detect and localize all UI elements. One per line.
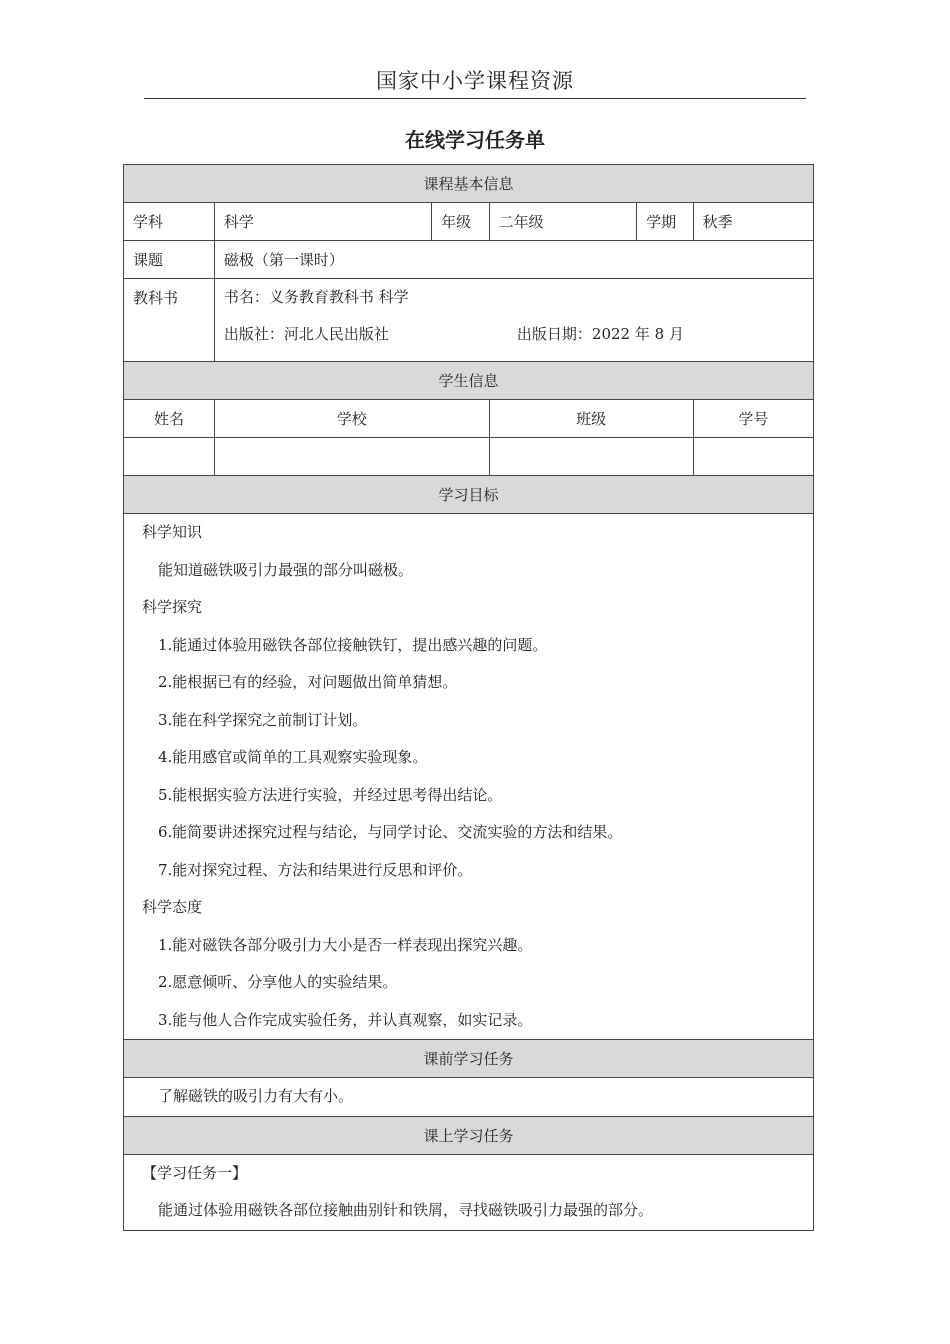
textbook-info — [214, 279, 813, 362]
section-in-class-tasks — [124, 1116, 814, 1154]
student-input-row — [124, 438, 814, 476]
attitude-item: 1.能对磁铁各部分吸引力大小是否一样表现出探究兴趣。 — [158, 935, 533, 954]
class-field[interactable] — [489, 438, 693, 476]
section-title: 课前学习任务 — [124, 1040, 814, 1078]
pre-class-row — [124, 1078, 814, 1117]
subject-value: 科学 — [214, 203, 431, 241]
attitude-heading: 科学态度 — [142, 898, 203, 916]
page-header: 国家中小学课程资源 — [376, 69, 574, 93]
section-pre-class-tasks — [124, 1040, 814, 1078]
task1-text: 能通过体验用磁铁各部位接触曲别针和铁屑，寻找磁铁吸引力最强的部分。 — [158, 1201, 654, 1219]
inquiry-item: 3.能在科学探究之前制订计划。 — [158, 710, 368, 729]
class-column-header: 班级 — [489, 400, 693, 438]
page-title: 在线学习任务单 — [405, 128, 545, 152]
goals-content-row — [124, 514, 814, 1040]
basic-info-row — [124, 203, 814, 241]
inquiry-item: 5.能根据实验方法进行实验，并经过思考得出结论。 — [158, 785, 503, 804]
knowledge-heading: 科学知识 — [142, 523, 203, 541]
section-title: 学习目标 — [124, 476, 814, 514]
inquiry-item: 2.能根据已有的经验，对问题做出简单猜想。 — [158, 673, 458, 691]
grade-label: 年级 — [432, 203, 490, 241]
school-field[interactable] — [214, 438, 489, 476]
name-column-header: 姓名 — [124, 400, 215, 438]
section-title: 学生信息 — [124, 362, 814, 400]
textbook-row — [124, 279, 814, 362]
attitude-item: 3.能与他人合作完成实验任务，并认真观察，如实记录。 — [158, 1010, 533, 1029]
term-value: 秋季 — [693, 203, 813, 241]
school-column-header: 学校 — [214, 400, 489, 438]
publisher-line — [224, 316, 804, 353]
publisher: 出版社：河北人民出版社 — [223, 325, 389, 343]
name-field[interactable] — [124, 438, 215, 476]
subject-label: 学科 — [124, 203, 215, 241]
inquiry-item: 1.能通过体验用磁铁各部位接触铁钉，提出感兴趣的问题。 — [158, 635, 548, 654]
topic-label: 课题 — [124, 241, 215, 279]
section-title: 课上学习任务 — [124, 1116, 814, 1154]
inquiry-item: 4.能用感官或简单的工具观察实验现象。 — [158, 748, 428, 766]
textbook-label: 教科书 — [124, 279, 215, 362]
book-name: 书名：义务教育教科书 科学 — [223, 288, 409, 306]
publication-date: 出版日期：2022 年 8 月 — [516, 325, 684, 343]
topic-row — [124, 241, 814, 279]
section-student-info — [124, 362, 814, 400]
section-basic-info — [124, 165, 814, 203]
in-class-row — [124, 1154, 814, 1230]
pre-class-task: 了解磁铁的吸引力有大有小。 — [158, 1087, 354, 1105]
goals-content — [124, 514, 814, 1040]
knowledge-item: 能知道磁铁吸引力最强的部分叫磁极。 — [158, 560, 414, 579]
student-id-column-header: 学号 — [693, 400, 813, 438]
inquiry-item: 6.能简要讲述探究过程与结论，与同学讨论、交流实验的方法和结果。 — [158, 823, 623, 841]
task-sheet-table — [123, 164, 814, 1231]
inquiry-item: 7.能对探究过程、方法和结果进行反思和评价。 — [158, 860, 473, 879]
grade-value: 二年级 — [489, 203, 636, 241]
header-rule — [144, 98, 806, 99]
topic-value: 磁极（第一课时） — [214, 241, 813, 279]
pre-class-content — [124, 1078, 814, 1117]
term-label: 学期 — [637, 203, 694, 241]
section-learning-goals — [124, 476, 814, 514]
section-title: 课程基本信息 — [124, 165, 814, 203]
student-header-row — [124, 400, 814, 438]
in-class-content — [124, 1154, 814, 1230]
task1-heading: 【学习任务一】 — [142, 1163, 248, 1182]
student-id-field[interactable] — [693, 438, 813, 476]
attitude-item: 2.愿意倾听、分享他人的实验结果。 — [158, 973, 398, 991]
inquiry-heading: 科学探究 — [142, 598, 203, 616]
